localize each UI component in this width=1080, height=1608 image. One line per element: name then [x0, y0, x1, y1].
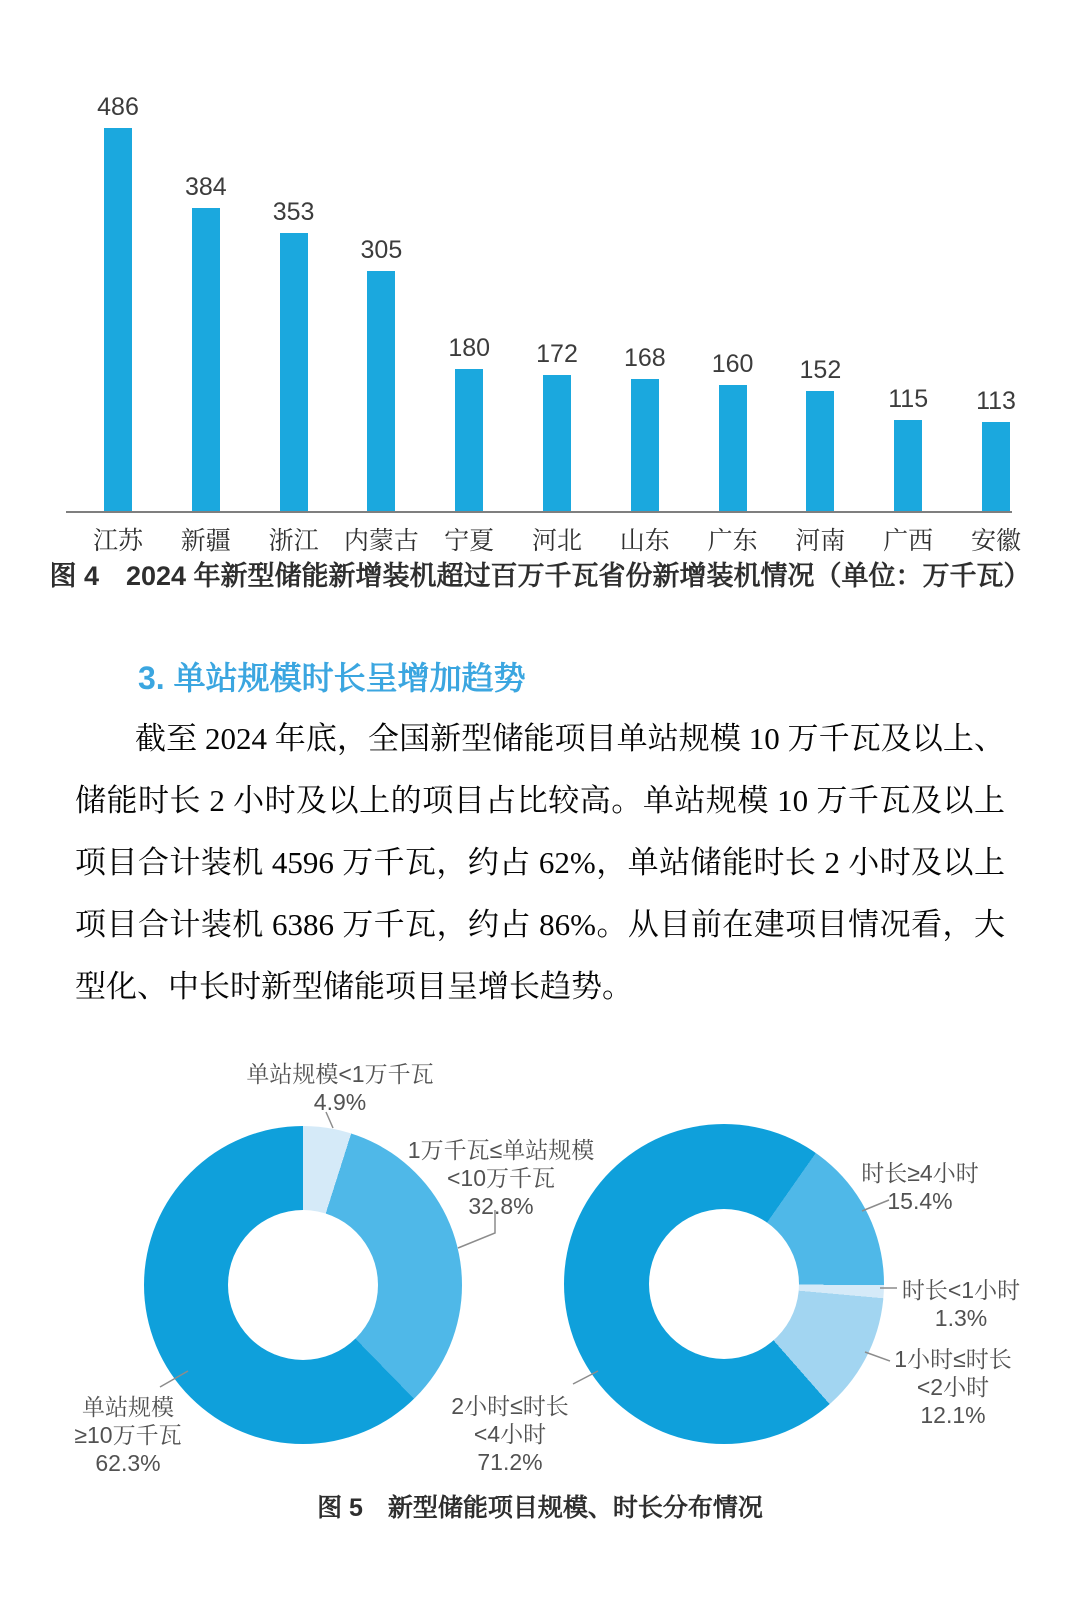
- label-duration-1-to-2h: 1小时≤时长 <2小时 12.1%: [894, 1346, 1012, 1428]
- bar-value-label: 180: [448, 334, 491, 362]
- bar-chart: [66, 88, 1021, 555]
- bar-category-label: 河北: [531, 527, 582, 555]
- bar-value-label: 353: [272, 198, 315, 226]
- bar-category-label: 安徽: [970, 527, 1021, 555]
- paragraph-line: 储能时长 2 小时及以上的项目占比较高。单站规模 10 万千瓦及以上: [75, 783, 1005, 818]
- bar-内蒙古: [367, 271, 395, 511]
- bar-value-label: 113: [976, 387, 1016, 415]
- bar-宁夏: [455, 369, 483, 511]
- figure4-caption: 图 4 2024 年新型储能新增装机超过百万千瓦省份新增装机情况（单位：万千瓦）: [49, 561, 1031, 591]
- bar-value-label: 152: [799, 356, 842, 384]
- bar-河南: [806, 391, 834, 511]
- section-heading: 3. 单站规模时长呈增加趋势: [138, 660, 526, 696]
- bar-category-label: 广东: [707, 527, 758, 555]
- paragraph-line: 项目合计装机 6386 万千瓦，约占 86%。从目前在建项目情况看，大: [75, 907, 1005, 942]
- label-scale-ge-10: 单站规模 ≥10万千瓦 62.3%: [74, 1394, 182, 1476]
- bar-山东: [631, 379, 659, 511]
- bar-category-label: 新疆: [180, 527, 231, 555]
- bar-category-label: 浙江: [268, 527, 319, 555]
- bar-浙江: [280, 233, 308, 511]
- bar-value-label: 160: [711, 350, 754, 378]
- bar-category-label: 内蒙古: [343, 527, 419, 555]
- bar-河北: [543, 375, 571, 511]
- bar-category-label: 宁夏: [444, 527, 495, 555]
- bar-value-label: 168: [623, 344, 666, 372]
- bar-广东: [719, 385, 747, 511]
- paragraph-line: 截至 2024 年底，全国新型储能项目单站规模 10 万千瓦及以上、: [135, 721, 1005, 756]
- bar-value-label: 384: [184, 173, 227, 201]
- bar-category-label: 山东: [619, 527, 670, 555]
- bar-value-label: 305: [360, 236, 403, 264]
- label-scale-1-to-10: 1万千瓦≤单站规模 <10万千瓦 32.8%: [407, 1137, 595, 1219]
- bar-江苏: [104, 128, 132, 511]
- bar-value-label: 172: [536, 340, 578, 368]
- paragraph-line: 项目合计装机 4596 万千瓦，约占 62%，单站储能时长 2 小时及以上: [75, 845, 1005, 880]
- figure5-caption: 图 5 新型储能项目规模、时长分布情况: [317, 1494, 763, 1522]
- bar-value-label: 486: [97, 93, 139, 121]
- label-scale-lt-1: 单站规模<1万千瓦 4.9%: [246, 1061, 434, 1115]
- label-duration-2-to-4h: 2小时≤时长 <4小时 71.2%: [451, 1393, 569, 1475]
- bar-category-label: 河南: [795, 527, 846, 555]
- bar-新疆: [192, 208, 220, 511]
- label-duration-ge-4h: 时长≥4小时 15.4%: [861, 1160, 979, 1214]
- bar-value-label: 115: [888, 385, 929, 413]
- bar-广西: [894, 420, 922, 511]
- body-paragraph: [75, 708, 1005, 1018]
- bar-category-label: 广西: [883, 527, 934, 555]
- paragraph-line: 型化、中长时新型储能项目呈增长趋势。: [75, 969, 633, 1004]
- bar-category-label: 江苏: [92, 527, 143, 555]
- bar-安徽: [982, 422, 1010, 511]
- label-duration-lt-1h: 时长<1小时 1.3%: [901, 1277, 1021, 1331]
